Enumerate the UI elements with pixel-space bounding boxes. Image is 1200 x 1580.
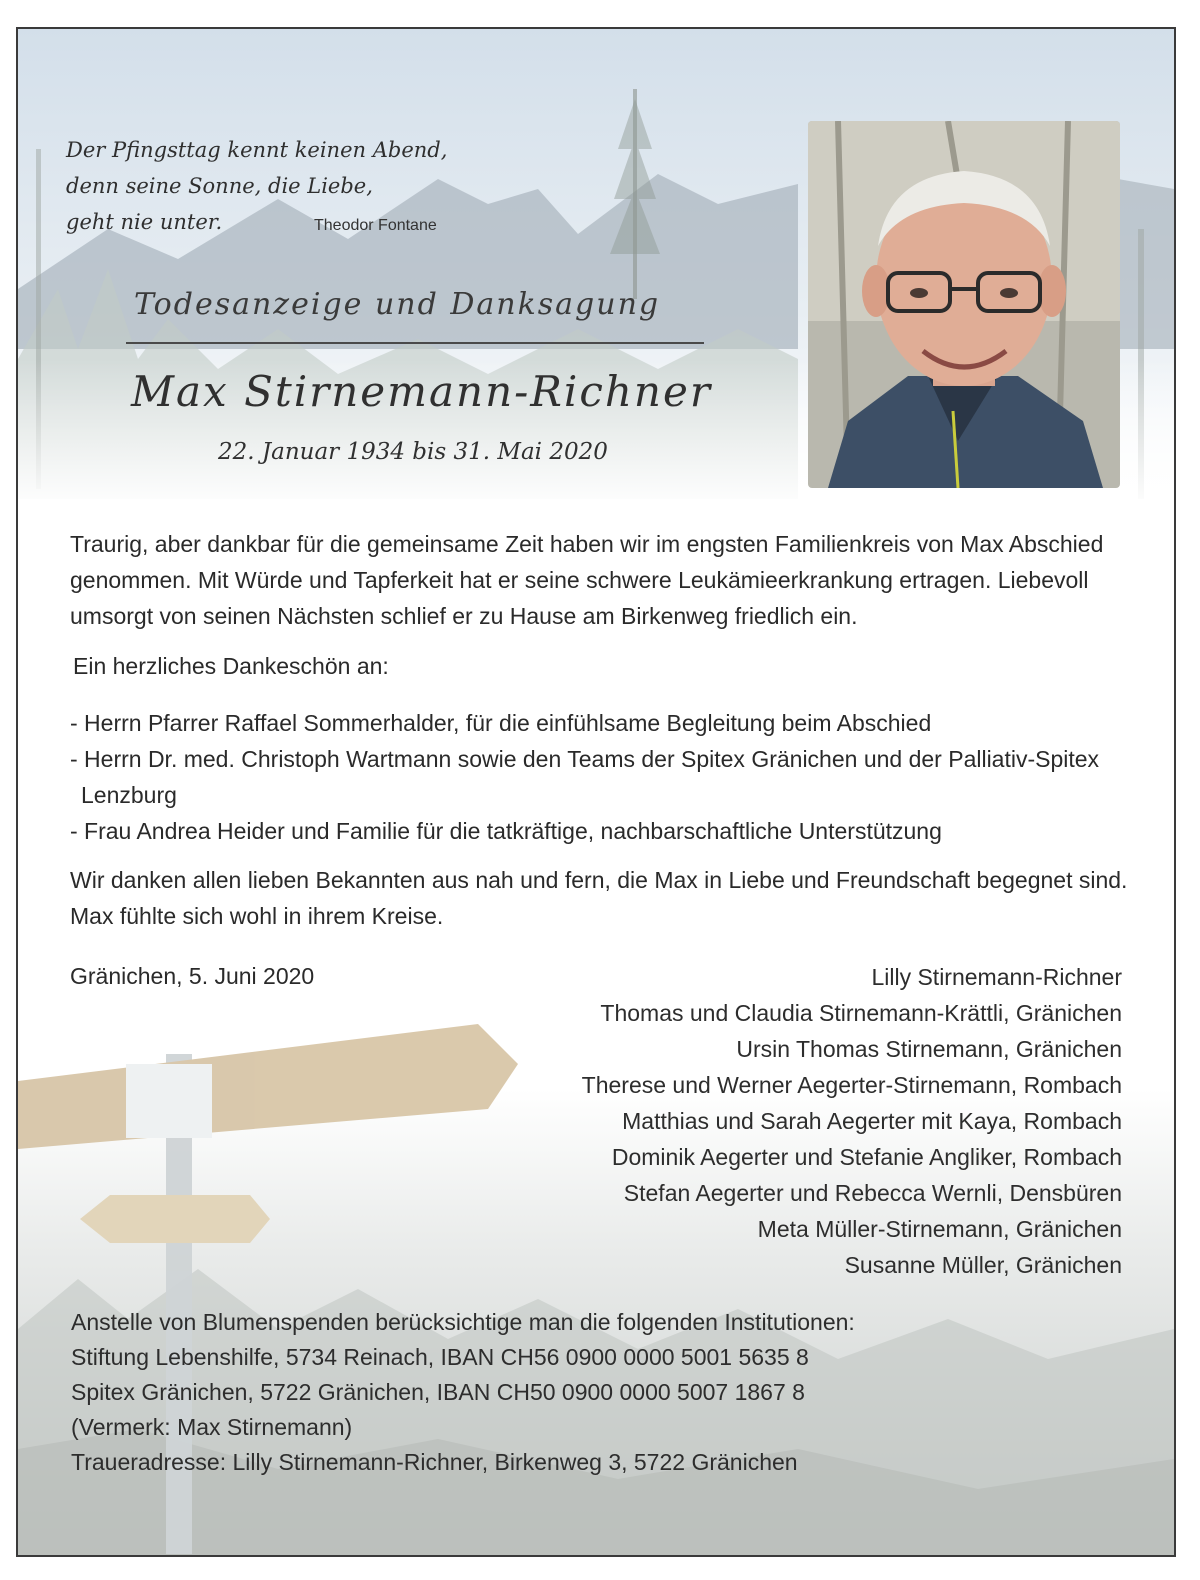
deceased-name: Max Stirnemann-Richner (131, 367, 712, 416)
thanks-item: Lenzburg (81, 782, 177, 808)
quote-line-1: Der Pfingsttag kennt keinen Abend, (66, 138, 448, 162)
thanks-item: - Herrn Dr. med. Christoph Wartmann sowie den Teams der Spitex Gränichen und der Palliativ-Spitex (70, 746, 1100, 772)
mourner-name: Stefan Aegerter und Rebecca Wernli, Densbüren (623, 1180, 1122, 1206)
donation-line: Traueradresse: Lilly Stirnemann-Richner, Birkenweg 3, 5722 Gränichen (71, 1449, 798, 1475)
donation-line: (Vermerk: Max Stirnemann) (71, 1414, 353, 1440)
place-date: Gränichen, 5. Juni 2020 (70, 963, 315, 989)
quote-author: Theodor Fontane (314, 217, 437, 234)
page-title: Todesanzeige und Danksagung (134, 287, 661, 322)
quote-line-3: geht nie unter. (66, 210, 223, 234)
thanks-item: - Herrn Pfarrer Raffael Sommerhalder, für die einfühlsame Begleitung beim Abschied (70, 710, 932, 736)
closing-paragraph: Wir danken allen lieben Bekannten aus nah und fern, die Max in Liebe und Freundschaft begegnet sind. Max fühlte sich wohl in ihrem Kreise. (70, 867, 1128, 929)
sign-arrow-left (80, 1195, 270, 1243)
mourner-name: Matthias und Sarah Aegerter mit Kaya, Rombach (622, 1108, 1122, 1134)
mourner-name: Thomas und Claudia Stirnemann-Krättli, Gränichen (600, 1000, 1122, 1026)
mourner-name: Therese und Werner Aegerter-Stirnemann, Rombach (581, 1072, 1122, 1098)
thanks-heading: Ein herzliches Dankeschön an: (73, 653, 389, 679)
mourner-name: Lilly Stirnemann-Richner (871, 964, 1122, 990)
quote-line-2: denn seine Sonne, die Liebe, (66, 174, 373, 198)
mourner-name: Ursin Thomas Stirnemann, Gränichen (736, 1036, 1122, 1062)
mourner-name: Meta Müller-Stirnemann, Gränichen (757, 1216, 1122, 1242)
life-dates: 22. Januar 1934 bis 31. Mai 2020 (218, 439, 608, 465)
mourner-name: Dominik Aegerter und Stefanie Angliker, Rombach (611, 1144, 1122, 1170)
title-divider (126, 342, 704, 344)
donation-line: Spitex Gränichen, 5722 Gränichen, IBAN CH50 0900 0000 5007 1867 8 (71, 1379, 805, 1405)
donation-line: Stiftung Lebenshilfe, 5734 Reinach, IBAN CH56 0900 0000 5001 5635 8 (71, 1344, 809, 1370)
portrait-photo (808, 121, 1120, 488)
mourner-name: Susanne Müller, Gränichen (844, 1252, 1122, 1278)
thanks-item: - Frau Andrea Heider und Familie für die tatkräftige, nachbarschaftliche Unterstützung (70, 818, 942, 844)
obituary-card (16, 27, 1176, 1557)
mourners-list (582, 959, 1122, 1283)
donation-line: Anstelle von Blumenspenden berücksichtige man die folgenden Institutionen: (71, 1309, 855, 1335)
donation-info (71, 1305, 855, 1480)
intro-paragraph: Traurig, aber dankbar für die gemeinsame Zeit haben wir im engsten Familienkreis von Max Abschied genommen. Mit Würde und Tapferkeit hat er seine schwere Leukämieerkrankung ertragen. Liebevoll umsorgt von seinen Nächsten schlief er zu Hause am Birkenweg friedlich ein. (70, 531, 1104, 629)
